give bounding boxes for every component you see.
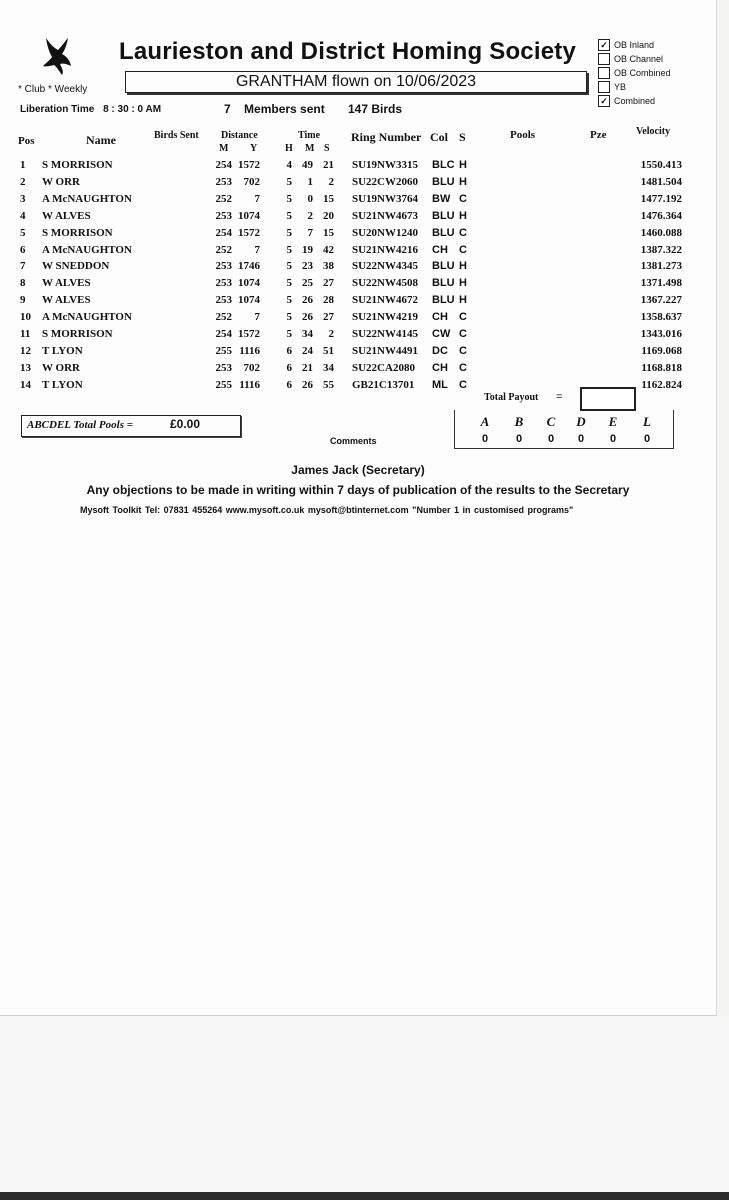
col-header-birds-sent: Birds Sent [154, 130, 199, 141]
table-row [0, 311, 716, 328]
table-row [0, 345, 716, 362]
row-name: S MORRISON [42, 328, 113, 340]
col-header-pze: Pze [590, 129, 607, 141]
table-row [0, 159, 716, 176]
col-header-pos: Pos [18, 135, 35, 147]
row-time-hours: 6 [286, 361, 292, 374]
row-distance-yards: 7 [254, 243, 260, 256]
row-colour: DC [432, 344, 448, 357]
row-distance-yards: 1074 [238, 209, 260, 222]
row-time-minutes: 23 [302, 260, 313, 273]
row-distance-yards: 1116 [239, 344, 260, 357]
row-time-minutes: 1 [307, 175, 313, 188]
row-time-hours: 5 [286, 328, 292, 340]
row-pos: 2 [20, 175, 26, 188]
row-distance-miles: 254 [215, 328, 232, 340]
row-time-seconds: 27 [323, 277, 334, 290]
row-time-seconds: 21 [323, 159, 334, 171]
row-sex: H [459, 277, 467, 290]
row-pos: 14 [20, 378, 31, 391]
category-label: OB Combined [614, 68, 671, 78]
pool-letter-b: B [514, 414, 524, 429]
total-payout-box [580, 387, 636, 411]
row-name: S MORRISON [42, 226, 113, 239]
row-ring-number: SU19NW3315 [352, 159, 419, 171]
row-colour: BW [432, 192, 451, 205]
row-time-seconds: 42 [323, 243, 334, 256]
row-time-hours: 6 [286, 344, 292, 357]
table-row [0, 210, 716, 227]
row-velocity: 1162.824 [641, 378, 682, 391]
row-ring-number: SU19NW3764 [352, 192, 419, 205]
row-time-hours: 5 [286, 243, 292, 256]
row-velocity: 1371.498 [640, 277, 682, 290]
pigeon-logo-icon [40, 36, 74, 76]
table-row [0, 176, 716, 193]
pool-value-a: 0 [481, 433, 489, 445]
category-ob-channel[interactable] [598, 52, 671, 66]
table-row [0, 227, 716, 244]
row-distance-miles: 252 [215, 192, 232, 205]
row-sex: C [459, 328, 467, 340]
row-name: A McNAUGHTON [42, 243, 132, 256]
row-distance-miles: 253 [215, 260, 232, 273]
row-ring-number: SU22CW2060 [352, 175, 419, 188]
row-pos: 4 [20, 209, 26, 222]
row-distance-miles: 254 [215, 226, 232, 239]
birds-total: 147 Birds [348, 102, 403, 116]
row-name: A McNAUGHTON [42, 311, 132, 324]
pool-value-b: 0 [515, 433, 523, 445]
col-header-time-h: H [285, 143, 293, 154]
pools-total-value: £0.00 [170, 417, 201, 431]
row-ring-number: SU22NW4145 [352, 328, 419, 340]
checkbox-checked-icon[interactable]: ✓ [598, 39, 610, 51]
row-ring-number: SU22NW4508 [352, 277, 419, 290]
members-label: Members sent [244, 102, 325, 116]
table-row [0, 244, 716, 261]
row-ring-number: SU20NW1240 [352, 226, 419, 239]
col-header-col: Col [430, 130, 448, 144]
row-colour: CH [432, 361, 448, 374]
row-ring-number: GB21C13701 [352, 378, 415, 391]
row-velocity: 1358.637 [640, 311, 682, 324]
row-pos: 10 [20, 311, 31, 324]
category-label: OB Inland [614, 40, 655, 50]
club-type: * Club * Weekly [18, 84, 88, 95]
row-velocity: 1477.192 [640, 192, 682, 205]
table-row [0, 328, 716, 345]
col-header-distance-y: Y [250, 143, 258, 154]
col-header-velocity: Velocity [636, 126, 671, 137]
row-sex: C [459, 226, 467, 239]
row-sex: C [459, 311, 467, 324]
table-row [0, 193, 716, 210]
row-distance-miles: 255 [215, 378, 232, 391]
category-label: OB Channel [614, 54, 664, 64]
row-colour: CH [432, 243, 448, 256]
row-distance-miles: 254 [215, 159, 232, 171]
row-colour: BLU [432, 175, 455, 188]
row-velocity: 1481.504 [640, 175, 682, 188]
pool-letter-e: E [608, 414, 618, 429]
pool-value-c: 0 [547, 433, 555, 445]
row-pos: 9 [20, 294, 26, 307]
row-time-seconds: 51 [323, 344, 334, 357]
row-velocity: 1476.364 [640, 209, 682, 222]
row-time-hours: 6 [286, 378, 292, 391]
row-colour: BLU [432, 277, 455, 290]
row-time-seconds: 38 [323, 260, 334, 273]
row-time-hours: 5 [286, 209, 292, 222]
category-ob-combined[interactable] [598, 66, 671, 80]
row-pos: 7 [20, 260, 26, 273]
row-time-minutes: 21 [302, 361, 313, 374]
row-time-minutes: 0 [307, 192, 313, 205]
table-row [0, 277, 716, 294]
row-distance-yards: 1746 [238, 260, 260, 273]
row-colour: BLC [432, 159, 455, 171]
members-count: 7 [224, 102, 231, 116]
row-sex: H [459, 260, 467, 273]
row-pos: 1 [20, 159, 26, 171]
row-ring-number: SU21NW4672 [352, 294, 419, 307]
row-pos: 6 [20, 243, 26, 256]
row-colour: CW [432, 328, 451, 340]
pool-value-d: 0 [577, 433, 585, 445]
members-sent [224, 102, 325, 116]
pool-value-l: 0 [643, 433, 651, 445]
row-velocity: 1550.413 [640, 159, 682, 171]
category-label: YB [614, 82, 627, 92]
pool-letter-d: D [576, 414, 586, 429]
row-time-seconds: 2 [328, 175, 334, 188]
row-velocity: 1168.818 [641, 361, 682, 374]
row-distance-miles: 253 [215, 175, 232, 188]
row-distance-yards: 702 [243, 175, 260, 188]
liberation-value: 8 : 30 : 0 AM [103, 104, 162, 115]
col-header-time-s: S [324, 143, 330, 154]
row-distance-yards: 7 [254, 192, 260, 205]
row-time-minutes: 26 [302, 378, 313, 391]
total-payout-label: Total Payout [484, 392, 539, 403]
comments-label: Comments [330, 436, 377, 446]
row-name: S MORRISON [42, 159, 113, 171]
row-distance-miles: 253 [215, 294, 232, 307]
row-colour: BLU [432, 226, 455, 239]
pool-value-e: 0 [609, 433, 617, 445]
row-colour: ML [432, 378, 448, 391]
scan-edge [0, 1192, 729, 1200]
society-title: Laurieston and District Homing Society [119, 38, 577, 65]
col-header-s: S [459, 130, 466, 144]
row-name: W ALVES [42, 277, 91, 290]
row-time-seconds: 20 [323, 209, 334, 222]
row-velocity: 1343.016 [640, 328, 682, 340]
row-time-hours: 5 [286, 226, 292, 239]
row-sex: H [459, 175, 467, 188]
pool-letter-l: L [643, 414, 651, 429]
row-sex: C [459, 344, 467, 357]
liberation-time [20, 104, 161, 115]
row-velocity: 1169.068 [641, 344, 682, 357]
row-pos: 12 [20, 344, 31, 357]
col-header-name: Name [86, 133, 116, 147]
row-name: A McNAUGHTON [42, 192, 132, 205]
category-yb[interactable] [598, 80, 671, 94]
row-time-seconds: 2 [328, 328, 334, 340]
race-title: GRANTHAM flown on 10/06/2023 [125, 71, 587, 93]
row-name: T LYON [42, 344, 83, 357]
row-distance-yards: 1572 [238, 328, 260, 340]
col-header-pools: Pools [510, 129, 536, 141]
row-time-hours: 5 [286, 277, 292, 290]
row-colour: BLU [432, 294, 455, 307]
row-sex: H [459, 209, 467, 222]
row-time-hours: 5 [286, 294, 292, 307]
row-time-minutes: 26 [302, 294, 313, 307]
category-ob-inland[interactable] [598, 38, 671, 52]
row-ring-number: SU21NW4673 [352, 209, 419, 222]
row-pos: 13 [20, 361, 31, 374]
row-time-minutes: 26 [302, 311, 313, 324]
category-checkboxes [598, 38, 671, 108]
row-distance-yards: 1116 [239, 378, 260, 391]
row-pos: 3 [20, 192, 26, 205]
row-time-minutes: 49 [302, 159, 313, 171]
row-time-hours: 5 [286, 175, 292, 188]
row-time-seconds: 27 [323, 311, 334, 324]
row-time-hours: 5 [286, 260, 292, 273]
checkbox-empty-icon[interactable] [598, 81, 610, 93]
row-velocity: 1387.322 [640, 243, 682, 256]
col-header-distance-m: M [219, 143, 229, 154]
checkbox-checked-icon[interactable]: ✓ [598, 95, 610, 107]
row-time-minutes: 34 [302, 328, 313, 340]
checkbox-empty-icon[interactable] [598, 67, 610, 79]
checkbox-empty-icon[interactable] [598, 53, 610, 65]
row-time-minutes: 19 [302, 243, 313, 256]
row-time-seconds: 15 [323, 226, 334, 239]
row-name: W SNEDDON [42, 260, 110, 273]
row-sex: C [459, 378, 467, 391]
col-header-distance: Distance [221, 130, 258, 141]
row-velocity: 1381.273 [640, 260, 682, 273]
row-velocity: 1460.088 [640, 226, 682, 239]
page-lower-area [0, 1016, 729, 1200]
row-name: W ALVES [42, 209, 91, 222]
row-pos: 11 [20, 328, 31, 340]
category-label: Combined [614, 96, 656, 106]
row-colour: BLU [432, 260, 455, 273]
pool-letter-a: A [480, 414, 490, 429]
row-name: T LYON [42, 378, 83, 391]
row-time-minutes: 2 [307, 209, 313, 222]
row-time-hours: 5 [286, 192, 292, 205]
col-header-ring: Ring Number [351, 130, 422, 144]
row-time-minutes: 24 [302, 344, 313, 357]
objections-notice: Any objections to be made in writing within 7 days of publication of the results to the Secretary [86, 483, 630, 497]
total-payout-equals: = [556, 391, 563, 403]
row-velocity: 1367.227 [640, 294, 682, 307]
pools-total-label: ABCDEL Total Pools = [27, 419, 133, 431]
row-time-seconds: 28 [323, 294, 334, 307]
row-distance-miles: 252 [215, 243, 232, 256]
row-ring-number: SU22CA2080 [352, 361, 415, 374]
row-pos: 5 [20, 226, 26, 239]
row-distance-yards: 1572 [238, 159, 260, 171]
row-pos: 8 [20, 277, 26, 290]
liberation-label: Liberation Time [20, 104, 95, 115]
row-distance-miles: 252 [215, 311, 232, 324]
row-sex: H [459, 294, 467, 307]
table-row [0, 260, 716, 277]
row-distance-yards: 7 [254, 311, 260, 324]
row-distance-miles: 253 [215, 209, 232, 222]
row-distance-yards: 1572 [238, 226, 260, 239]
row-time-minutes: 7 [307, 226, 313, 239]
col-header-time-m: M [305, 143, 315, 154]
row-distance-yards: 1074 [238, 294, 260, 307]
row-name: W ORR [42, 361, 80, 374]
row-distance-yards: 702 [243, 361, 260, 374]
row-distance-miles: 253 [215, 361, 232, 374]
secretary-name: James Jack (Secretary) [291, 463, 425, 477]
row-time-hours: 4 [286, 159, 292, 171]
row-colour: BLU [432, 209, 455, 222]
software-credit: Mysoft Toolkit Tel: 07831 455264 www.mysoft.co.uk mysoft@btinternet.com "Number 1 in customised programs" [80, 505, 574, 515]
row-time-minutes: 25 [302, 277, 313, 290]
row-distance-miles: 255 [215, 344, 232, 357]
row-sex: C [459, 192, 467, 205]
row-time-hours: 5 [286, 311, 292, 324]
table-row [0, 294, 716, 311]
table-row [0, 362, 716, 379]
pool-letter-c: C [546, 414, 556, 429]
row-distance-yards: 1074 [238, 277, 260, 290]
category-combined[interactable] [598, 94, 671, 108]
row-sex: H [459, 159, 467, 171]
row-sex: C [459, 361, 467, 374]
row-colour: CH [432, 311, 448, 324]
row-name: W ALVES [42, 294, 91, 307]
row-distance-miles: 253 [215, 277, 232, 290]
col-header-time: Time [298, 130, 321, 141]
row-ring-number: SU22NW4345 [352, 260, 419, 273]
row-sex: C [459, 243, 467, 256]
row-ring-number: SU21NW4219 [352, 311, 419, 324]
row-name: W ORR [42, 175, 80, 188]
row-time-seconds: 55 [323, 378, 334, 391]
row-ring-number: SU21NW4491 [352, 344, 419, 357]
row-time-seconds: 15 [323, 192, 334, 205]
row-ring-number: SU21NW4216 [352, 243, 419, 256]
row-time-seconds: 34 [323, 361, 334, 374]
